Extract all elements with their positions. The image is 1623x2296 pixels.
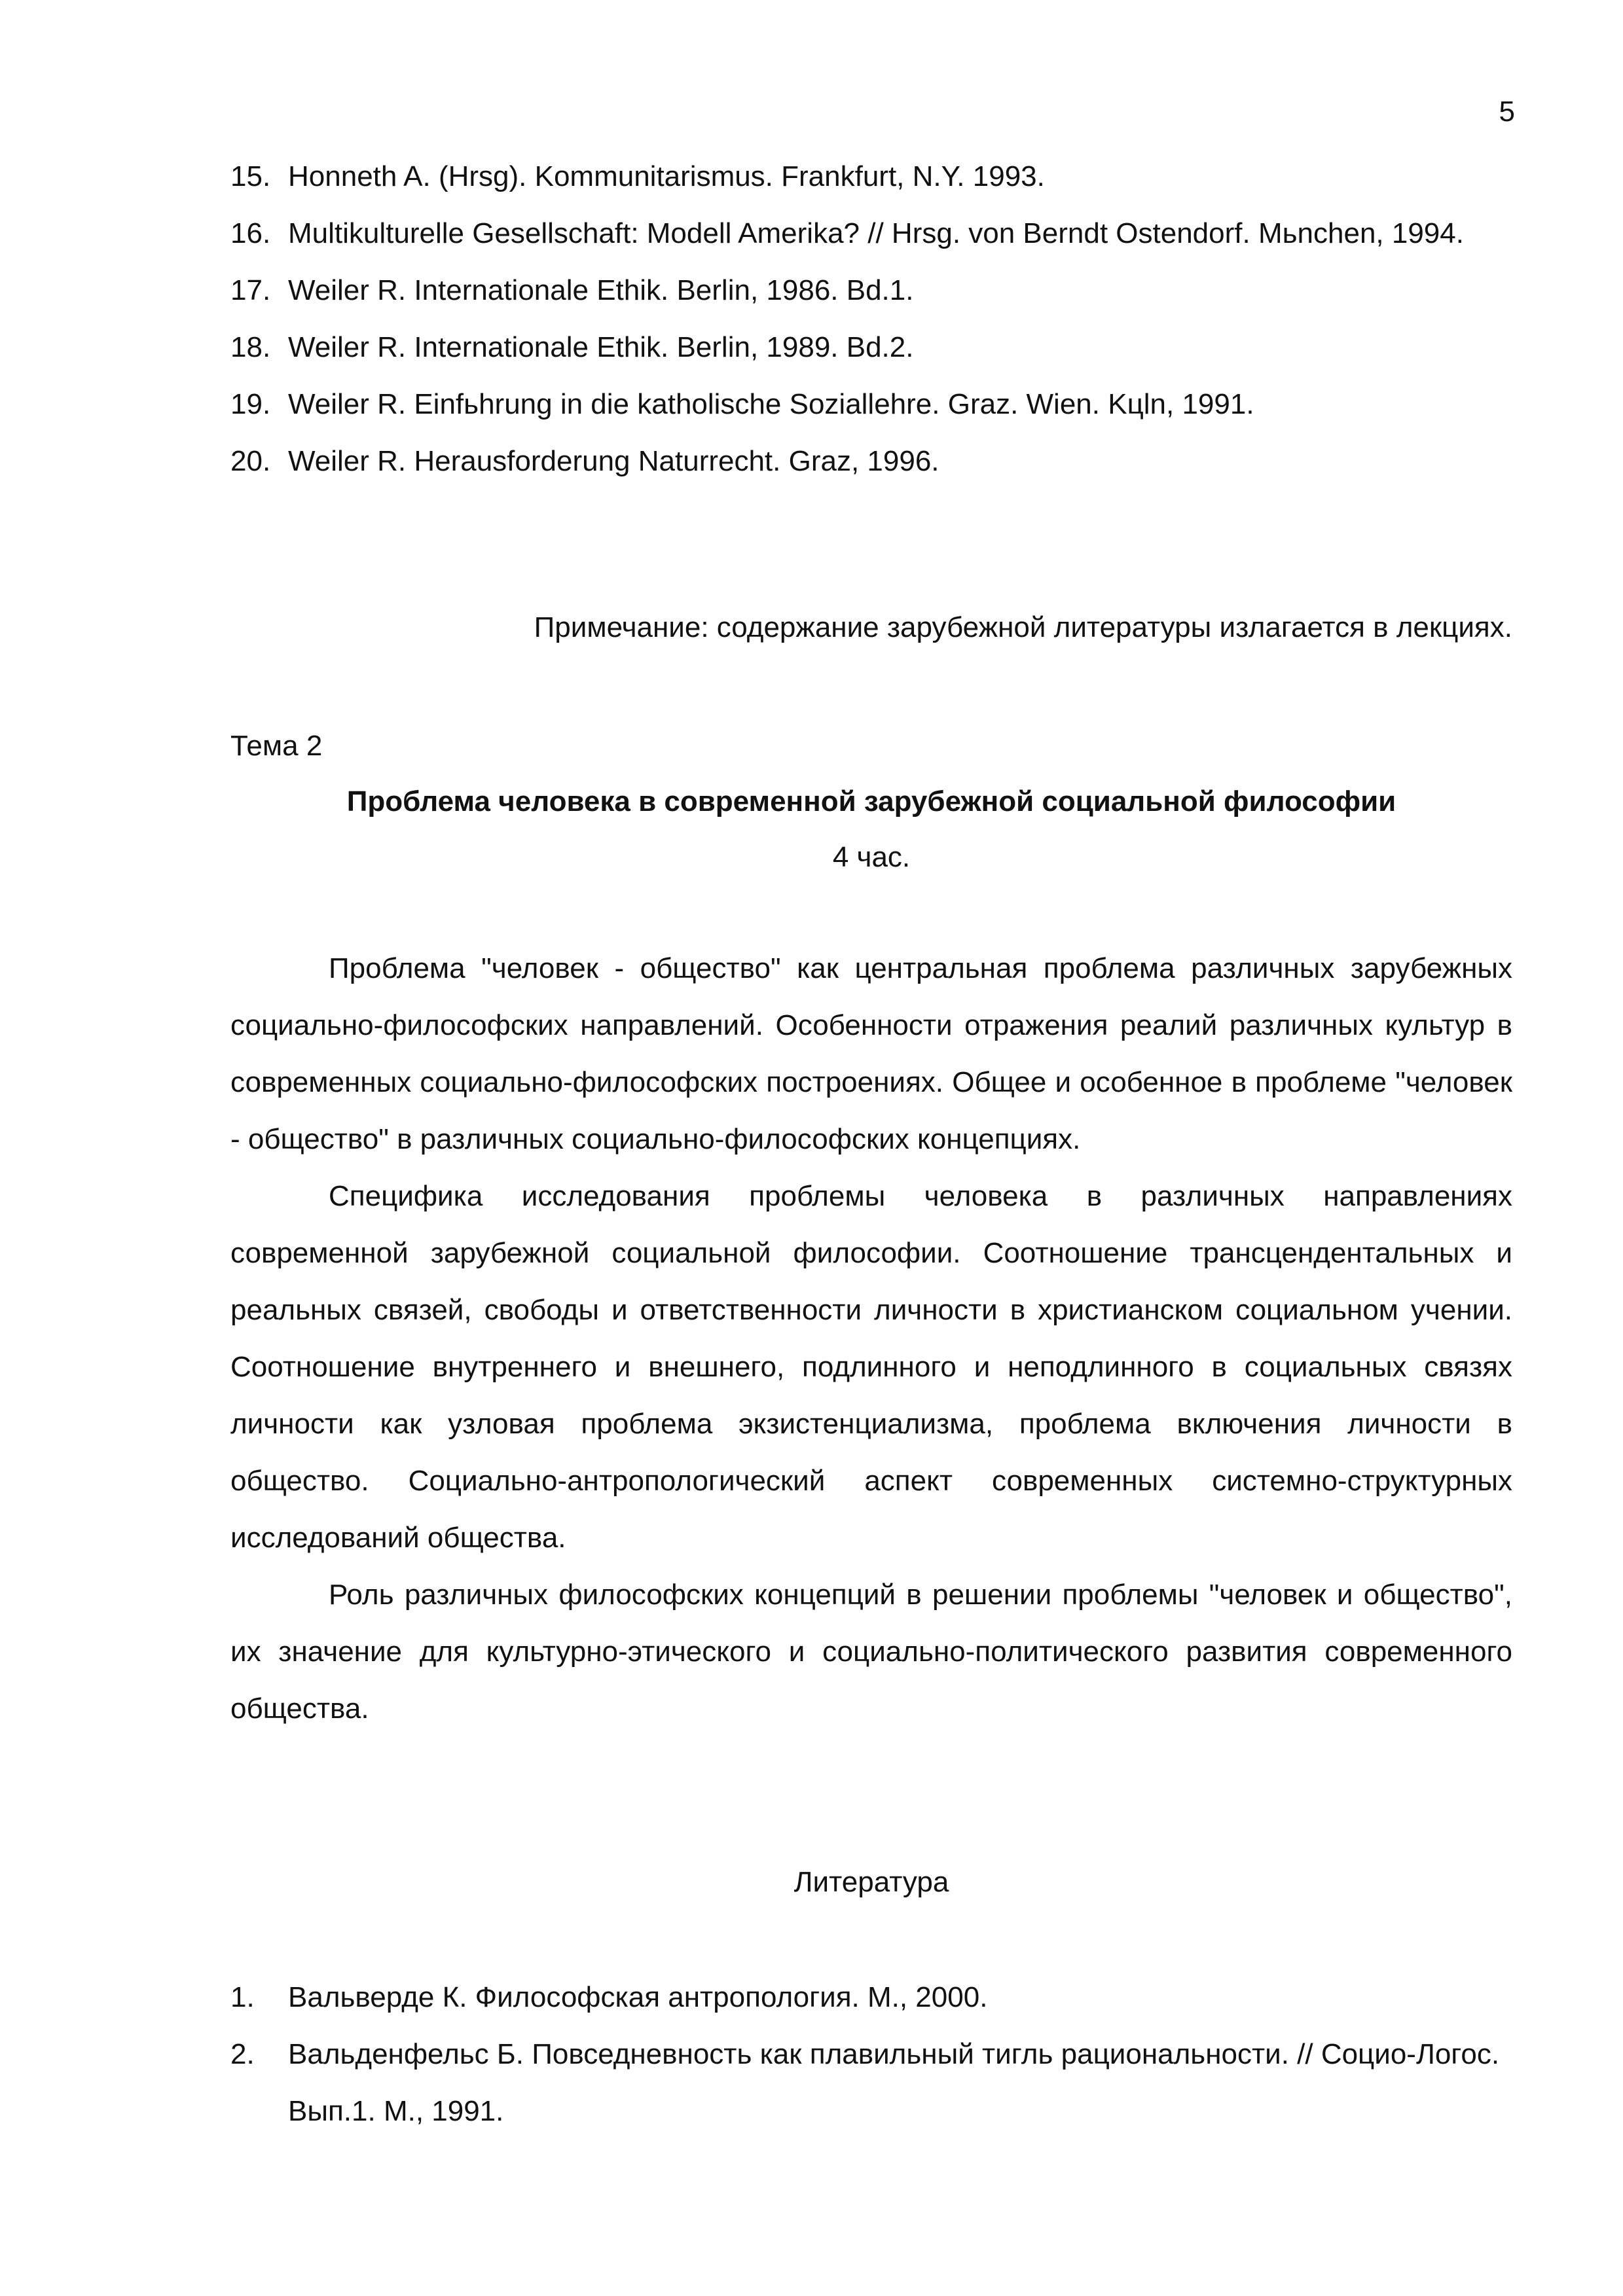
bibliography-item: [230, 148, 1514, 205]
bibliography-item-text: Weiler R. Herausforderung Naturrecht. Graz, 1996.: [288, 445, 939, 477]
bibliography-item-text: Honneth A. (Hrsg). Kommunitarismus. Frankfurt, N.Y. 1993.: [288, 160, 1045, 192]
topic-body: [230, 940, 1512, 1737]
page-number: 5: [1499, 96, 1515, 128]
topic-label: Тема 2: [230, 730, 323, 762]
literature-item-number: 1.: [230, 1981, 255, 2013]
bibliography-item-number: 20.: [230, 445, 271, 477]
literature-item-text: Вальверде К. Философская антропология. М., 2000.: [288, 1981, 988, 2013]
note-text: Примечание: содержание зарубежной литературы излагается в лекциях.: [534, 611, 1512, 643]
topic-hours: 4 час.: [832, 841, 911, 873]
body-paragraph: Проблема "человек - общество" как центральная проблема различных зарубежных социально-философских направлений. Особенности отражения реалий различных культур в современных социально-философских построениях. Общее и особенное в проблеме "человек - общество" в различных социально-философских концепциях.: [230, 952, 1512, 1155]
bibliography-item-number: 18.: [230, 331, 271, 363]
bibliography-item-text: Weiler R. Internationale Ethik. Berlin, 1986. Bd.1.: [288, 274, 914, 306]
bibliography-item: [230, 433, 1514, 490]
literature-heading: Литература: [793, 1866, 949, 1898]
bibliography-item-text: Weiler R. Internationale Ethik. Berlin, 1989. Bd.2.: [288, 331, 914, 363]
literature-item: [230, 1969, 1514, 2026]
bibliography-item: [230, 262, 1514, 319]
bibliography-item: [230, 205, 1514, 262]
body-paragraph: Роль различных философских концепций в решении проблемы "человек и общество", их значение для культурно-этического и социально-политического развития современного общества.: [230, 1579, 1512, 1725]
bibliography-item: [230, 376, 1514, 433]
bibliography-list-top: [230, 148, 1514, 490]
topic-title: Проблема человека в современной зарубежной социальной философии: [346, 785, 1396, 817]
bibliography-item-number: 16.: [230, 217, 271, 249]
bibliography-item-number: 19.: [230, 388, 271, 420]
literature-list: [230, 1969, 1514, 2140]
literature-item: [230, 2026, 1514, 2140]
bibliography-item: [230, 319, 1514, 376]
bibliography-item-number: 17.: [230, 274, 271, 306]
literature-item-number: 2.: [230, 2038, 255, 2070]
bibliography-item-text: Weiler R. Einfьhrung in die katholische Soziallehre. Graz. Wien. Kцln, 1991.: [288, 388, 1254, 420]
literature-item-text: Вальденфельс Б. Повседневность как плавильный тигль рациональности. // Социо-Логос. Вып.1. М., 1991.: [288, 2038, 1500, 2127]
bibliography-item-text: Multikulturelle Gesellschaft: Modell Amerika? // Hrsg. von Berndt Ostendorf. Mьnchen, 1994.: [288, 217, 1464, 249]
bibliography-item-number: 15.: [230, 160, 271, 192]
body-paragraph: Специфика исследования проблемы человека в различных направлениях современной зарубежной социальной философии. Соотношение трансцендентальных и реальных связей, свободы и ответственности личности в христианском социальном учении. Соотношение внутреннего и внешнего, подлинного и неподлинного в социальных связях личности как узловая проблема экзистенциализма, проблема включения личности в общество. Социально-антропологический аспект современных системно-структурных исследований общества.: [230, 1180, 1512, 1554]
